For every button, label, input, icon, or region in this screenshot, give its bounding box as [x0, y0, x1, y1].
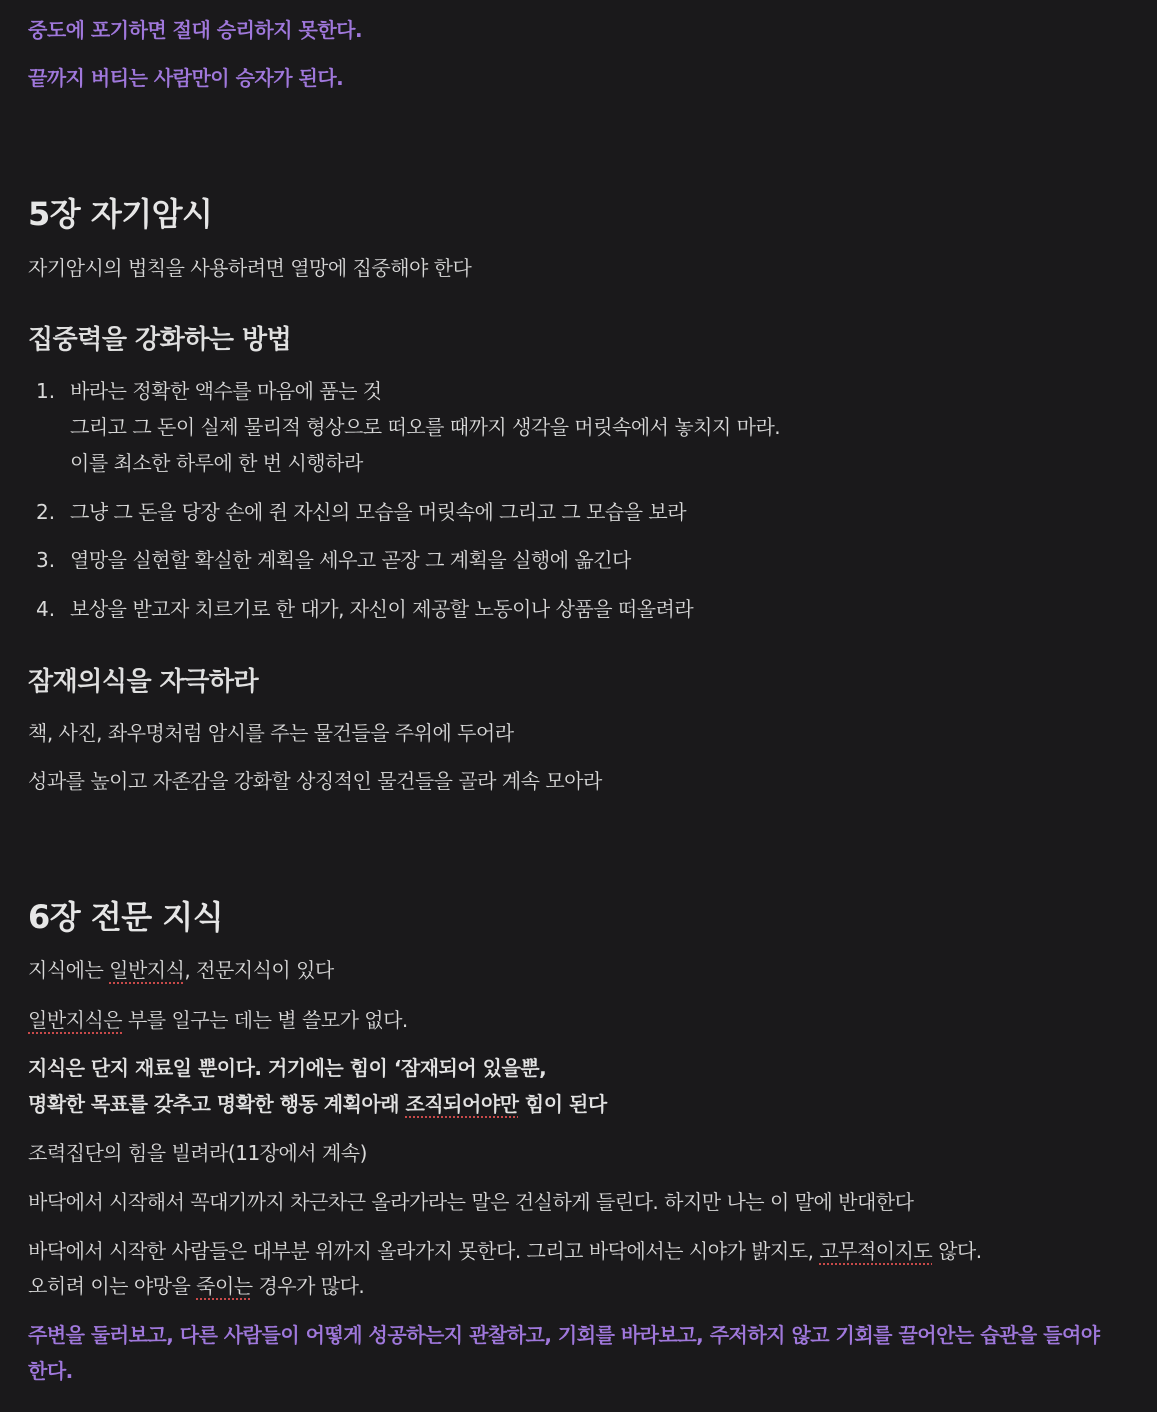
- list-item-number: 2.: [36, 500, 56, 524]
- list-item-3: 열망을 실현할 확실한 계획을 세우고 곧장 그 계획을 실행에 옮긴다: [70, 548, 631, 572]
- text-segment: 명확한 목표를 갖추고 명확한 행동 계획아래: [28, 1092, 406, 1116]
- spellcheck-word[interactable]: 일반지식은: [28, 1008, 123, 1032]
- knowledge-paragraph-1: [28, 952, 334, 988]
- text-segment: 지식에는: [28, 958, 110, 982]
- intro-line-1: 중도에 포기하면 절대 승리하지 못한다.: [28, 18, 363, 42]
- knowledge-paragraph-6-line-2: [28, 1268, 364, 1304]
- chapter-5-heading: 5장 자기암시: [28, 195, 213, 233]
- list-item-1-line-3: 이를 최소한 하루에 한 번 시행하라: [70, 451, 363, 475]
- subconscious-heading: 잠재의식을 자극하라: [28, 667, 259, 697]
- spellcheck-word[interactable]: 일반지식: [109, 958, 185, 982]
- list-item-number: 1.: [36, 379, 56, 403]
- spellcheck-word[interactable]: 죽이는: [196, 1274, 253, 1298]
- text-segment: 부를 일구는 데는 별 쓸모가 없다.: [122, 1008, 408, 1032]
- focus-methods-heading: 집중력을 강화하는 방법: [28, 325, 292, 355]
- intro-line-2: 끝까지 버티는 사람만이 승자가 된다.: [28, 66, 344, 90]
- text-segment: 힘이 된다: [518, 1092, 607, 1116]
- list-item-2: 그냥 그 돈을 당장 손에 쥔 자신의 모습을 머릿속에 그리고 그 모습을 보라: [70, 500, 687, 524]
- knowledge-paragraph-5: 바닥에서 시작해서 꼭대기까지 차근차근 올라가라는 말은 건실하게 들린다. 하지만 나는 이 말에 반대한다: [28, 1190, 914, 1214]
- chapter-5-paragraph: 자기암시의 법칙을 사용하려면 열망에 집중해야 한다: [28, 256, 472, 280]
- knowledge-paragraph-6-line-1: [28, 1233, 982, 1269]
- list-item-1-line-1: 바라는 정확한 액수를 마음에 품는 것: [70, 379, 382, 403]
- knowledge-bold-line-2: [28, 1086, 607, 1122]
- text-segment: 않다.: [932, 1239, 982, 1263]
- knowledge-paragraph-2: [28, 1002, 408, 1038]
- spellcheck-word[interactable]: 조직되어야만: [405, 1092, 519, 1116]
- highlighted-conclusion: 주변을 둘러보고, 다른 사람들이 어떻게 성공하는지 관찰하고, 기회를 바라보고, 주저하지 않고 기회를 끌어안는 습관을 들여야 한다.: [28, 1323, 1100, 1383]
- text-segment: 오히려 이는 야망을: [28, 1274, 197, 1298]
- text-segment: , 전문지식이 있다: [184, 958, 334, 982]
- subconscious-paragraph-2: 성과를 높이고 자존감을 강화할 상징적인 물건들을 골라 계속 모아라: [28, 769, 602, 793]
- list-item-1-line-2: 그리고 그 돈이 실제 물리적 형상으로 떠오를 때까지 생각을 머릿속에서 놓치지 마라.: [70, 415, 781, 439]
- chapter-6-heading: 6장 전문 지식: [28, 898, 224, 936]
- text-segment: 바닥에서 시작한 사람들은 대부분 위까지 올라가지 못한다. 그리고 바닥에서는 시야가 밝지도,: [28, 1239, 820, 1263]
- list-item-number: 3.: [36, 548, 56, 572]
- list-item-4: 보상을 받고자 치르기로 한 대가, 자신이 제공할 노동이나 상품을 떠올려라: [70, 597, 694, 621]
- list-item-number: 4.: [36, 597, 56, 621]
- spellcheck-word[interactable]: 고무적이지도: [819, 1239, 933, 1263]
- knowledge-paragraph-4: 조력집단의 힘을 빌려라(11장에서 계속): [28, 1141, 367, 1165]
- subconscious-paragraph-1: 책, 사진, 좌우명처럼 암시를 주는 물건들을 주위에 두어라: [28, 721, 514, 745]
- knowledge-bold-line-1: 지식은 단지 재료일 뿐이다. 거기에는 힘이 ‘잠재되어 있을뿐,: [28, 1056, 547, 1080]
- text-segment: 경우가 많다.: [252, 1274, 365, 1298]
